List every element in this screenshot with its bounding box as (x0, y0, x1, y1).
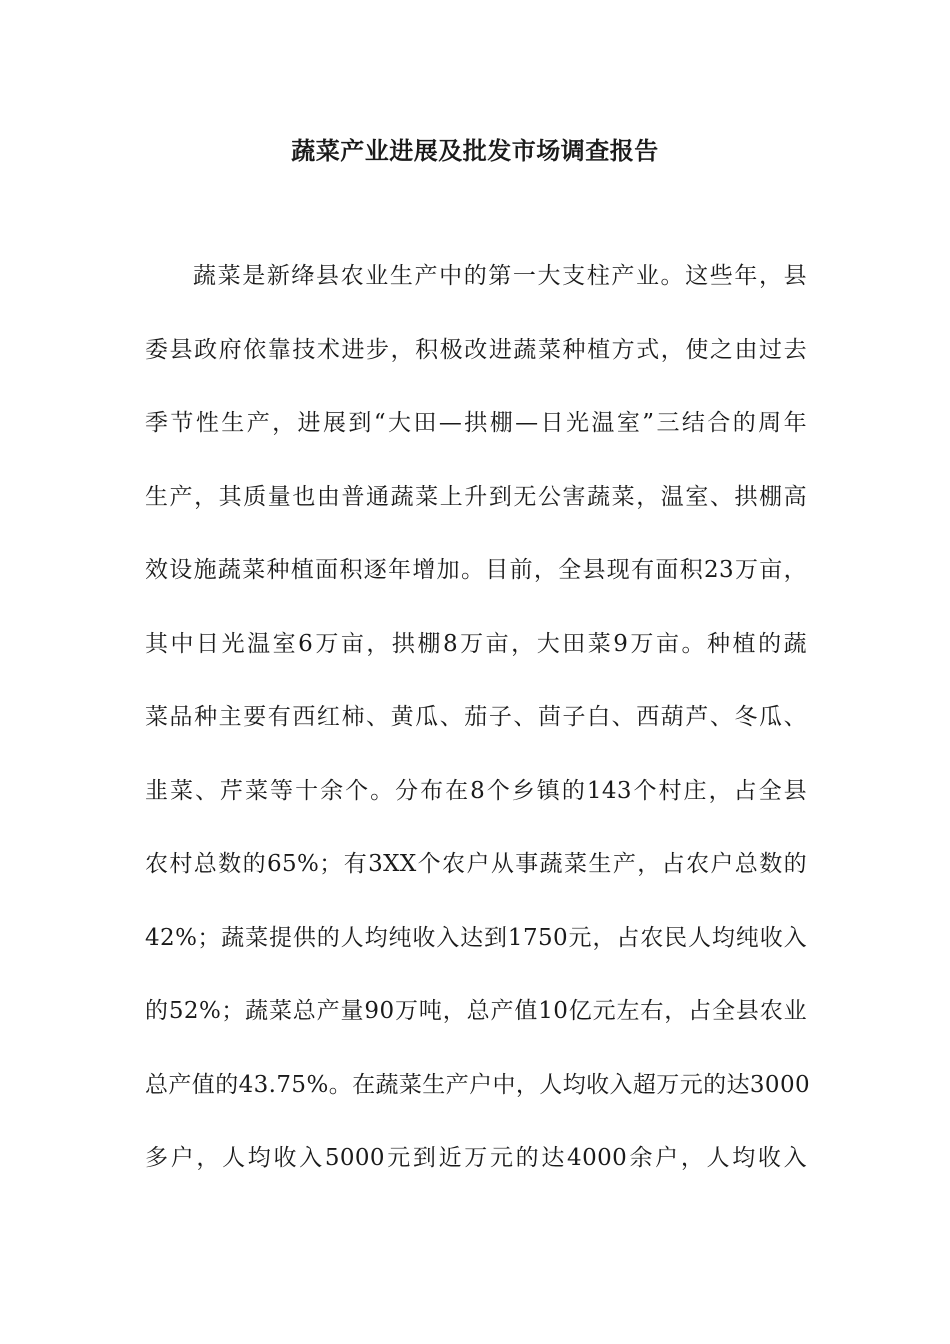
body-line: 委县政府依靠技术进步，积极改进蔬菜种植方式，使之由过去 (145, 336, 807, 363)
body-line: 其中日光温室6万亩，拱棚8万亩，大田菜9万亩。种植的蔬 (145, 630, 807, 657)
body-line: 42%；蔬菜提供的人均纯收入达到1750元，占农民人均纯收入 (145, 924, 807, 951)
document-title: 蔬菜产业进展及批发市场调查报告 (291, 136, 659, 165)
body-line: 季节性生产，进展到“大田—拱棚—日光温室”三结合的周年 (145, 410, 807, 436)
body-line: 蔬菜是新绛县农业生产中的第一大支柱产业。这些年，县 (193, 263, 807, 289)
body-line: 农村总数的65%；有3XX个农户从事蔬菜生产，占农户总数的 (145, 851, 807, 877)
document-body (145, 256, 811, 1212)
body-line: 总产值的43.75%。在蔬菜生产户中，人均收入超万元的达3000 (145, 1071, 811, 1098)
body-line: 效设施蔬菜种植面积逐年增加。目前，全县现有面积23万亩， (145, 557, 807, 583)
body-line: 的52%；蔬菜总产量90万吨，总产值10亿元左右，占全县农业 (145, 998, 807, 1024)
body-line: 生产，其质量也由普通蔬菜上升到无公害蔬菜，温室、拱棚高 (145, 483, 807, 510)
body-line: 多户，人均收入5000元到近万元的达4000余户，人均收入 (145, 1145, 807, 1171)
body-line: 韭菜、芹菜等十余个。分布在8个乡镇的143个村庄，占全县 (145, 777, 807, 804)
body-line: 菜品种主要有西红柿、黄瓜、茄子、茴子白、西葫芦、冬瓜、 (145, 704, 807, 730)
